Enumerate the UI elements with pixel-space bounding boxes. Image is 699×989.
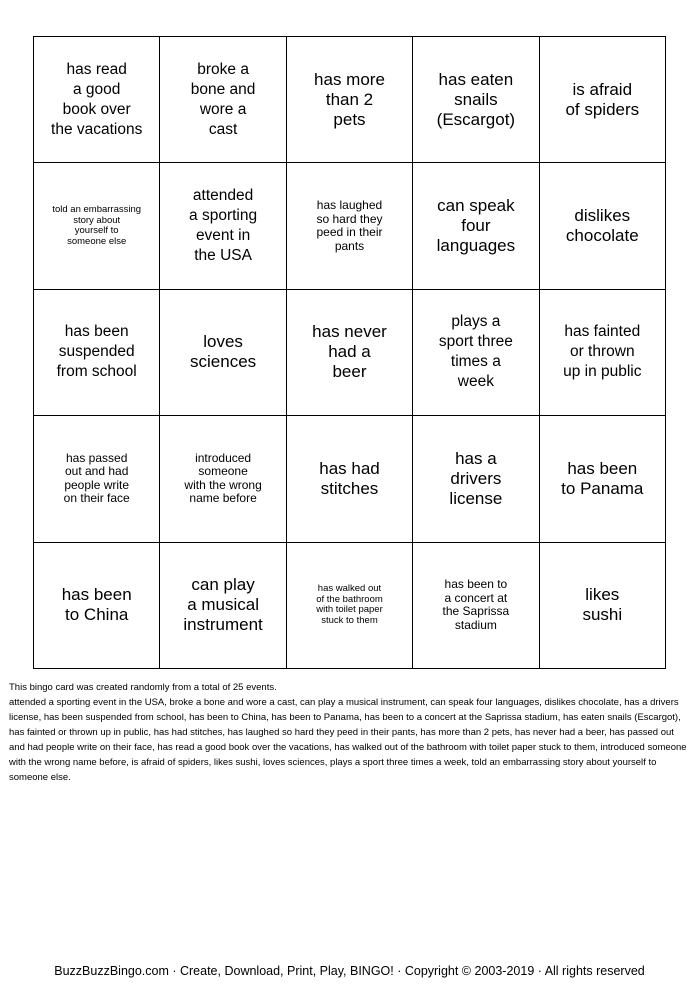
cell-text: dislikes chocolate [565,206,639,246]
bingo-cell [413,290,539,416]
cell-text: broke a bone and wore a cast [190,60,256,138]
cell-text: has passed out and had people write on their face [63,450,130,506]
cell-text: has fainted or thrown up in public [563,323,642,381]
cell-text: has more than 2 pets [314,69,385,129]
cell-text: introduced someone with the wrong name before [184,450,262,506]
bingo-cell [160,290,286,416]
cell-text: has been to a concert at the Saprissa stadium [442,577,510,632]
bingo-cell [34,163,160,289]
cell-text: has walked out of the bathroom with toilet paper stuck to them [316,583,383,626]
bingo-cell [413,416,539,542]
cell-text: can play a musical instrument [183,575,263,635]
bingo-cell [413,543,539,669]
cell-text: loves sciences [190,332,257,372]
card-info-events-list: attended a sporting event in the USA, broke a bone and wore a cast, can play a musical instrument, can speak four languages, dislikes chocolate, has a drivers license, has been suspended from school, has been to China, has been to Panama, has been to a concert at the Saprissa stadium, has eaten snails (Escargot), has fainted or thrown up in public, has had stitches, has laughed so hard they peed in their pants, has more than 2 pets, has never had a beer, has passed out and had people write on their face, has read a good book over the vacations, has walked out of the bathroom with toilet paper stuck to them, introduced someone with the wrong name before, is afraid of spiders, likes sushi, loves sciences, plays a sport three times a week, told an embarrassing story about yourself to someone else. [9,697,687,783]
cell-text: has never had a beer [312,322,387,382]
bingo-cell [287,290,413,416]
cell-text: told an embarrassing story about yourself to someone else [52,204,142,247]
bingo-cell [540,290,666,416]
bingo-cell [34,416,160,542]
cell-text: is afraid of spiders [565,79,640,119]
cell-text: has read a good book over the vacations [51,60,143,138]
bingo-cell [34,37,160,163]
bingo-cell [540,543,666,669]
cell-text: likes sushi [582,585,623,625]
bingo-cell [160,37,286,163]
bingo-cell [160,543,286,669]
bingo-cell [413,163,539,289]
bingo-cell [160,163,286,289]
bingo-grid [33,36,666,669]
bingo-cell [540,37,666,163]
bingo-cell [413,37,539,163]
cell-text: can speak four languages [436,196,516,256]
cell-text: has had stitches [319,458,380,498]
bingo-cell [34,290,160,416]
card-info [9,680,689,785]
cell-text: attended a sporting event in the USA [189,187,258,265]
bingo-cell [540,416,666,542]
card-info-summary: This bingo card was created randomly from a total of 25 events. [9,682,277,693]
cell-text: has been to Panama [561,458,644,498]
bingo-cell [540,163,666,289]
bingo-cell [287,37,413,163]
cell-text: plays a sport three times a week [438,313,513,391]
bingo-cell [287,543,413,669]
bingo-cell [160,416,286,542]
bingo-cell [34,543,160,669]
footer-copyright: BuzzBuzzBingo.com · Create, Download, Print, Play, BINGO! · Copyright © 2003-2019 · All rights reserved [54,964,645,978]
cell-text: has eaten snails (Escargot) [436,69,516,129]
cell-text: has laughed so hard they peed in their pants [316,198,383,253]
bingo-cell [287,416,413,542]
cell-text: has been to China [61,585,132,625]
cell-text: has a drivers license [449,448,503,508]
cell-text: has been suspended from school [56,323,137,381]
bingo-cell [287,163,413,289]
